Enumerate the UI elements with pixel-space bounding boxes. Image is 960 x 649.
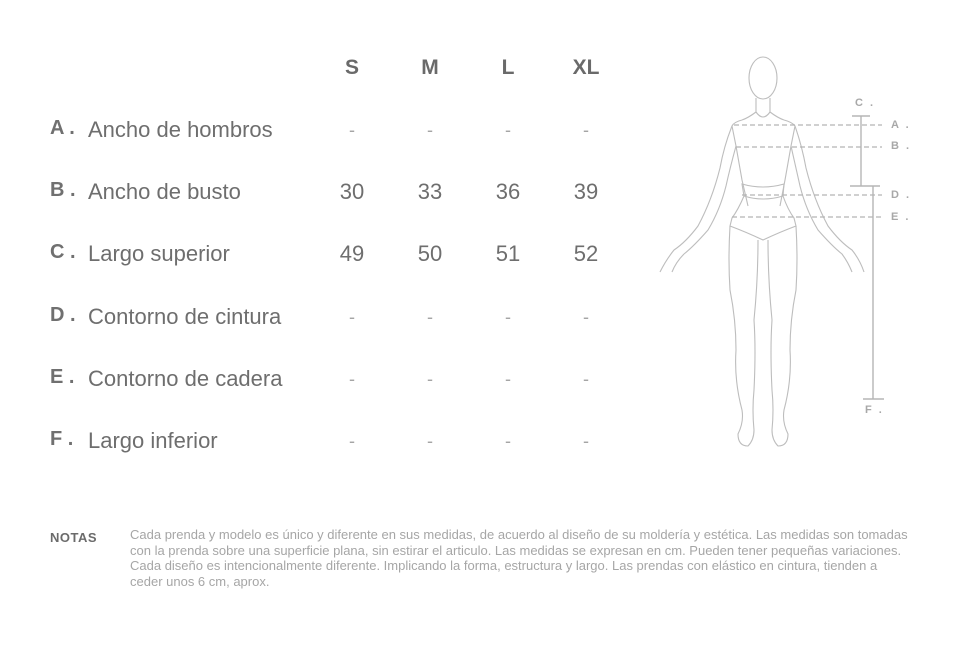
size-header-m: M [421,56,439,79]
size-header-xl: XL [572,56,600,79]
cell-c-s: 49 [339,241,365,266]
cell-a-l: - [505,120,511,140]
cell-f-m: - [427,431,433,451]
row-letter: D . [50,304,76,326]
cell-c-xl: 52 [573,241,599,266]
cell-d-l: - [505,307,511,327]
cell-d-s: - [349,307,355,327]
cell-f-s: - [349,431,355,451]
cell-d-xl: - [583,307,589,327]
row-label: Contorno de cadera [88,366,283,391]
notes-label: NOTAS [50,530,98,545]
cell-f-xl: - [583,431,589,451]
cell-b-s: 30 [339,179,365,204]
marker-e: E . [891,211,911,223]
cell-b-l: 36 [495,179,521,204]
row-letter: E . [50,366,75,388]
marker-b: B . [891,140,912,152]
row-label: Contorno de cintura [88,304,282,329]
row-letter: F . [50,428,74,450]
row-letter: C . [50,241,76,263]
cell-c-m: 50 [417,241,443,266]
cell-e-xl: - [583,369,589,389]
size-header-s: S [344,56,359,79]
body-measurement-figure [650,50,940,460]
row-label: Largo inferior [88,428,218,453]
marker-a: A . [891,119,911,131]
row-label: Largo superior [88,241,230,266]
notes-text: Cada prenda y modelo es único y diferente en sus medidas, de acuerdo al diseño de su moldería y estética. Las medidas son tomadas con la prenda sobre una superficie plana, sin estirar el articulo. Las medidas se expresan en cm. Pueden tener pequeñas variaciones. Cada diseño es intencionalmente diferente. Implicando la forma, estructura y largo. Las prendas con elástico en cintura, tienden a ceder unos 6 cm, aprox. [130,527,908,589]
cell-b-xl: 39 [573,179,599,204]
marker-d: D . [891,189,912,201]
marker-c: C . [855,97,876,109]
cell-c-l: 51 [495,241,521,266]
cell-d-m: - [427,307,433,327]
size-header-l: L [501,56,515,79]
cell-e-l: - [505,369,511,389]
cell-a-s: - [349,120,355,140]
cell-a-m: - [427,120,433,140]
row-letter: A . [50,117,75,139]
row-label: Ancho de busto [88,179,241,204]
body-outline-icon [650,50,940,460]
row-letter: B . [50,179,76,201]
marker-f: F . [865,404,884,416]
row-label: Ancho de hombros [88,117,273,142]
cell-f-l: - [505,431,511,451]
cell-b-m: 33 [417,179,443,204]
cell-a-xl: - [583,120,589,140]
cell-e-s: - [349,369,355,389]
cell-e-m: - [427,369,433,389]
